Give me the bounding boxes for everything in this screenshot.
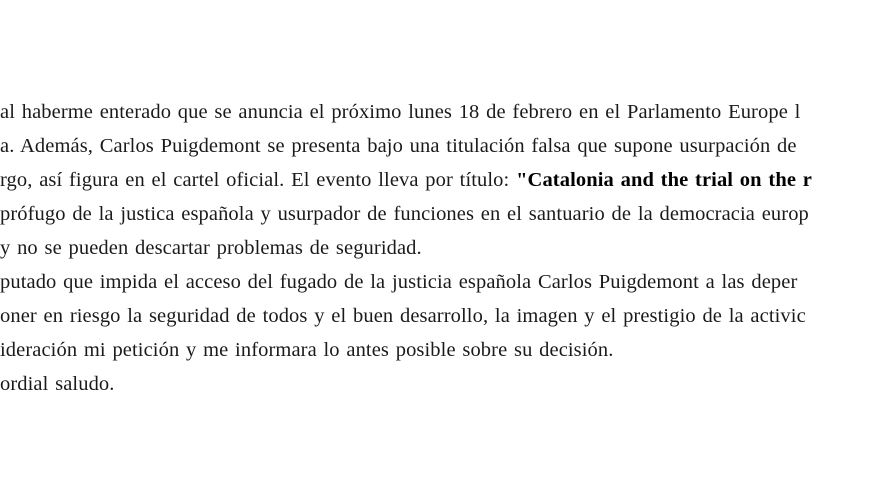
letter-line-7: oner en riesgo la seguridad de todos y el buen desarrollo, la imagen y el prestigio de la activic [0,305,806,327]
letter-line-2: a. Además, Carlos Puigdemont se presenta bajo una titulación falsa que supone usurpación de [0,135,797,157]
letter-line-8: ideración mi petición y me informara lo antes posible sobre su decisión. [0,339,614,361]
letter-closing: ordial saludo. [0,373,115,395]
letter-line-1: al haberme enterado que se anuncia el próximo lunes 18 de febrero en el Parlamento Europe l [0,101,801,123]
letter-line-6: putado que impida el acceso del fugado de la justicia española Carlos Puigdemont a las deper [0,271,798,293]
letter-line-5: y no se pueden descartar problemas de seguridad. [0,237,422,259]
letter-line-4: prófugo de la justica española y usurpador de funciones en el santuario de la democracia europ [0,203,809,225]
event-title-bold: "Catalonia and the trial on the r [516,169,812,191]
letter-line-3-text: rgo, así figura en el cartel oficial. El evento lleva por título: [0,169,517,191]
letter-line-3 [0,168,812,192]
